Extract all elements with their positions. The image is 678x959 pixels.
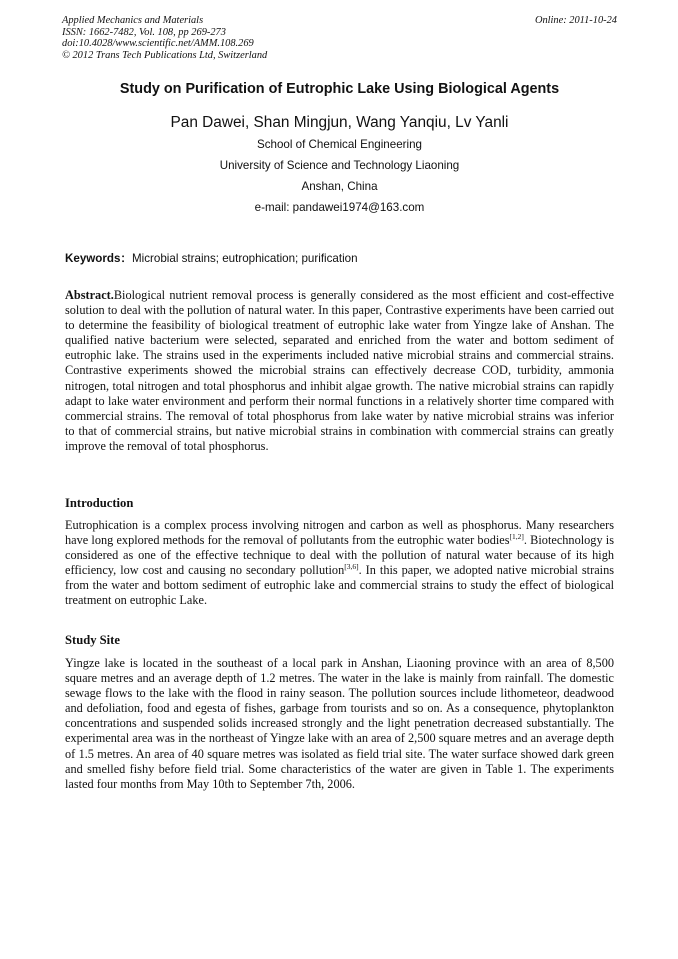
affiliation-university: University of Science and Technology Liaoning: [219, 159, 460, 172]
study-site-paragraph: Yingze lake is located in the southeast of a local park in Anshan, Liaoning province with an area of 8,500 square metres and an average depth of 1.2 metres. The water in the lake is mainly from rainfall. The domestic sewage flows to the lake with the flood in rainy season. The pollution sources include lithometeor, deadwood and defoliation, food and egesta of fishes, garbage from tourists and so on. As a consequence, phytoplankton concentrations and suspended solids increased strongly and the light penetration decreased substantially. The experimental area was in the northeast of Yingze lake with an area of 2,500 square metres and an average depth of 1.5 metres. An area of 40 square metres was isolated as field trial site. The water surface showed dark green and smelled fishy before field trial. Some characteristics of the water are given in Table 1. The experiments lasted four months from May 10th to September 7th, 2006.: [65, 656, 614, 791]
abstract-label: Abstract.: [65, 288, 114, 302]
keywords-text: Microbial strains; eutrophication; purification: [132, 252, 358, 265]
journal-doi: doi:10.4028/www.scientific.net/AMM.108.269: [62, 38, 254, 50]
abstract-paragraph: [65, 288, 614, 454]
keywords-label: Keywords：: [65, 252, 133, 265]
journal-header: [62, 15, 617, 61]
journal-issn: ISSN: 1662-7482, Vol. 108, pp 269-273: [62, 26, 226, 38]
journal-copyright: © 2012 Trans Tech Publications Ltd, Switzerland: [62, 49, 268, 61]
journal-name: Applied Mechanics and Materials: [62, 15, 204, 26]
introduction-text-3: . In this paper, we adopted native microbial strains from the water and bottom sediment of eutrophic lake and commercial strains to study the effect of biological treatment on eutrophic Lake.: [65, 563, 614, 608]
keywords-line: [65, 250, 620, 266]
paper-title: Study on Purification of Eutrophic Lake Using Biological Agents: [119, 81, 560, 97]
affiliation-email: e-mail: pandawei1974@163.com: [254, 201, 425, 214]
introduction-paragraph: [65, 518, 614, 609]
paper-authors: Pan Dawei, Shan Mingjun, Wang Yanqiu, Lv Yanli: [170, 114, 509, 131]
introduction-text-1: Eutrophication is a complex process involving nitrogen and carbon as well as phosphorus. Many researchers have long explored methods for the removal of pollutants from the eutrophic water bodies: [65, 518, 614, 548]
affiliation-city: Anshan, China: [301, 180, 378, 193]
citation-2: [3,6]: [344, 562, 359, 572]
affiliation-school: School of Chemical Engineering: [257, 138, 422, 151]
citation-1: [1,2]: [509, 532, 524, 542]
introduction-text-2: . Biotechnology is considered as one of the effective technique to deal with the pollution of natural water because of its high efficiency, low cost and causing no secondary pollution: [65, 533, 614, 578]
introduction-heading: Introduction: [65, 496, 134, 510]
study-site-heading: Study Site: [65, 633, 120, 647]
online-date: Online: 2011-10-24: [534, 15, 617, 26]
abstract-text: Biological nutrient removal process is generally considered as the most efficient and cost-effective solution to deal with the pollution of natural water. In this paper, Contrastive experiments have been carried out to determine the feasibility of biological treatment of eutrophic lake water from Yingze lake of Anshan. The qualified native bacterium were selected, separated and enriched from the water and bottom sediment of eutrophic lake. The strains used in the experiments included native microbial strains and commercial strains. Contrastive experiments showed the microbial strains can effectively decrease COD, turbidity, ammonia nitrogen, total nitrogen and total phosphorus and inhibit algae growth. The native microbial strains can rapidly adapt to lake water environment and perform their normal functions in a relatively shorter time compared with commercial strains. The removal of total phosphorus from lake water by native microbial strains was inferior to that of commercial strains, but native microbial strains in combination with commercial strains can greatly improve the removal of total phosphorus.: [65, 288, 614, 453]
